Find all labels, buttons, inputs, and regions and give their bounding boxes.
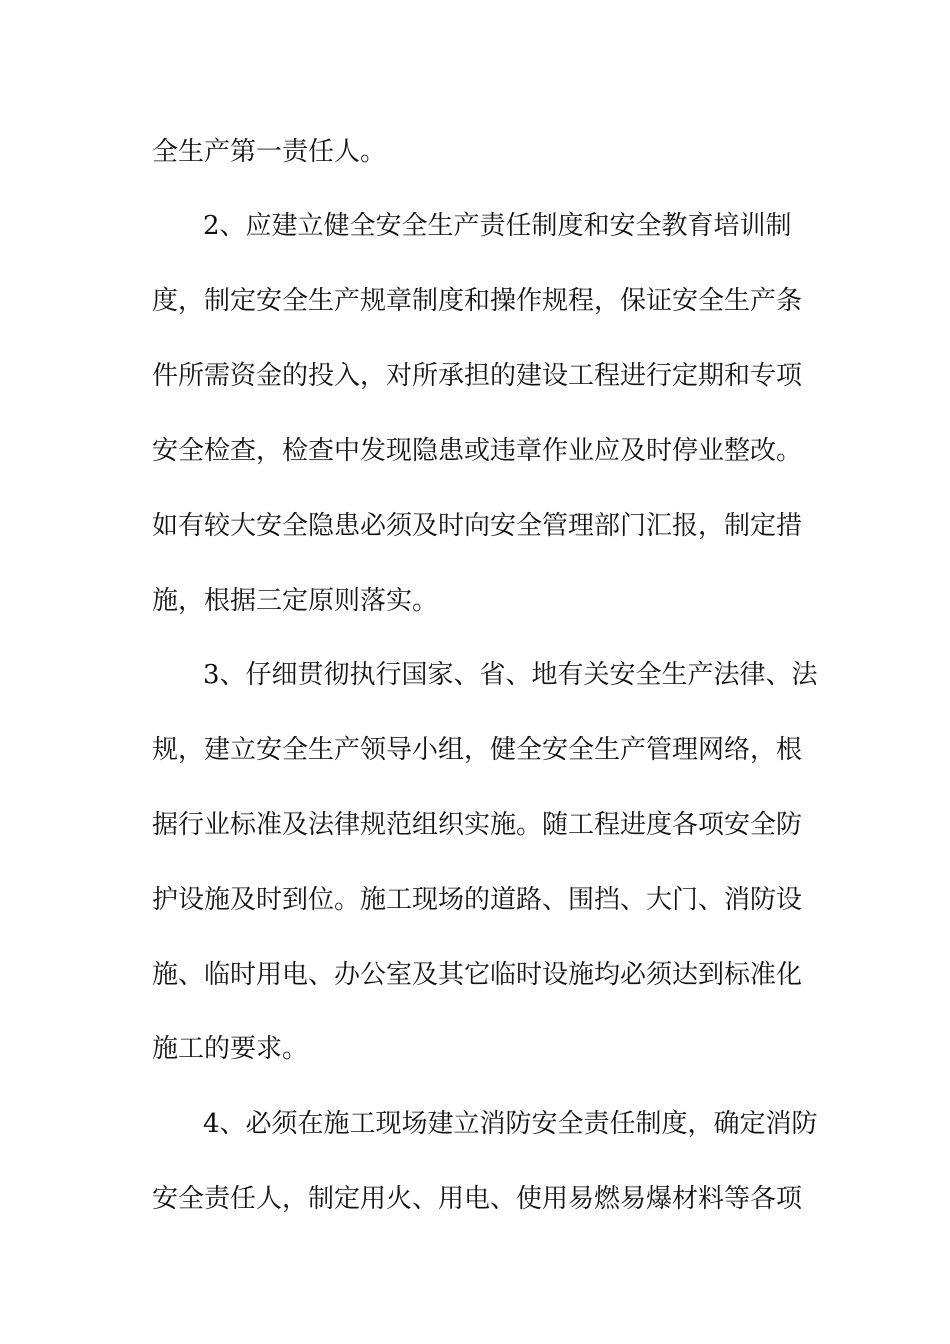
text-line-5: 安全检查，检查中发现隐患或违章作业应及时停业整改。	[152, 436, 803, 466]
text-line-6: 如有较大安全隐患必须及时向安全管理部门汇报，制定措	[152, 511, 803, 541]
text-line-8: 3、仔细贯彻执行国家、省、地有关安全生产法律、法	[203, 660, 818, 690]
text-line-13: 施工的要求。	[152, 1034, 309, 1064]
text-line-7: 施，根据三定原则落实。	[152, 586, 439, 616]
text-line-12: 施、临时用电、办公室及其它临时设施均必须达到标准化	[152, 960, 803, 990]
text-line-14: 4、必须在施工现场建立消防安全责任制度，确定消防	[203, 1109, 818, 1139]
text-line-4: 件所需资金的投入，对所承担的建设工程进行定期和专项	[152, 361, 803, 391]
text-line-2: 2、应建立健全安全生产责任制度和安全教育培训制	[203, 211, 792, 241]
text-line-1: 全生产第一责任人。	[152, 137, 387, 167]
text-line-9: 规，建立安全生产领导小组，健全安全生产管理网络，根	[152, 735, 803, 765]
text-line-10: 据行业标准及法律规范组织实施。随工程进度各项安全防	[152, 810, 803, 840]
text-line-3: 度，制定安全生产规章制度和操作规程，保证安全生产条	[152, 286, 803, 316]
text-line-15: 安全责任人，制定用火、用电、使用易燃易爆材料等各项	[152, 1184, 803, 1214]
text-line-11: 护设施及时到位。施工现场的道路、围挡、大门、消防设	[152, 885, 803, 915]
